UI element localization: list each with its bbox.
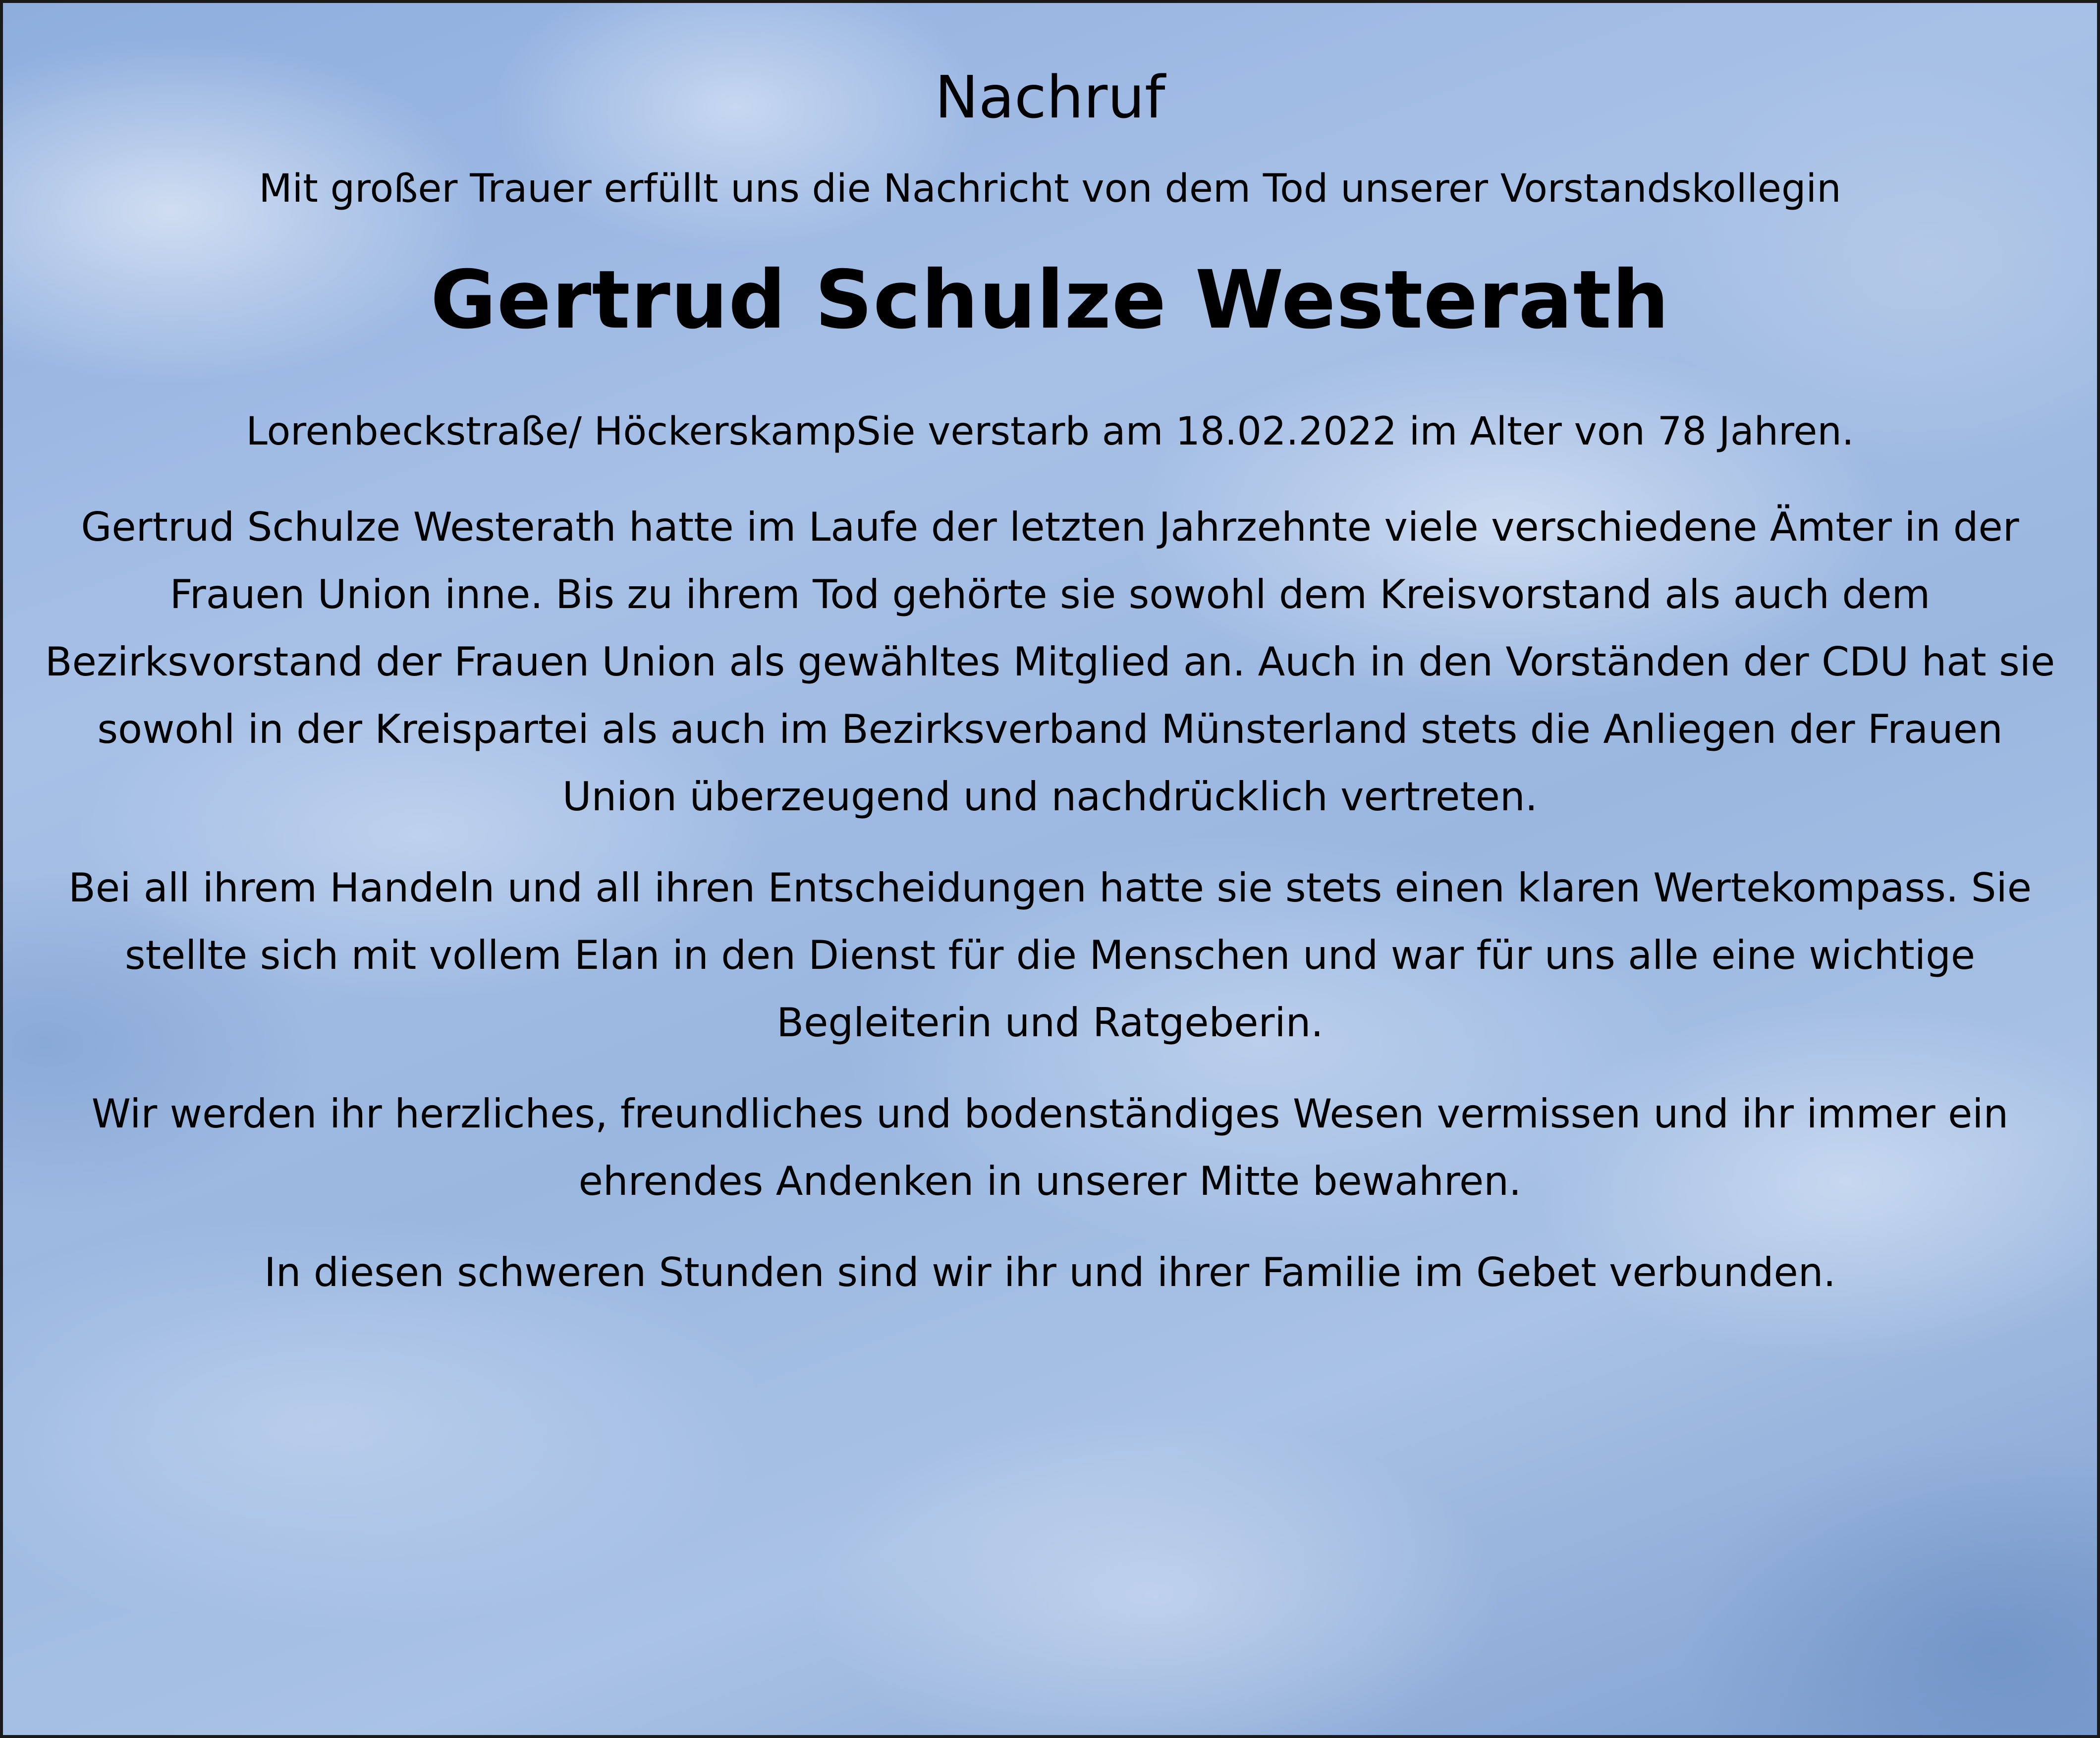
notice-heading: Nachruf (935, 63, 1165, 131)
paragraph-prayer: In diesen schweren Stunden sind wir ihr und ihrer Familie im Gebet verbunden. (264, 1249, 1836, 1295)
intro-text: Mit großer Trauer erfüllt uns die Nachricht von dem Tod unserer Vorstandskollegin (259, 167, 1841, 211)
paragraph-offices: Gertrud Schulze Westerath hatte im Laufe der letzten Jahrzehnte viele verschiedene Ämter in der Frauen Union inne. Bis zu ihrem Tod gehörte sie sowohl dem Kreisvorstand als auch dem Bezirksvorstand der Frauen Union als gewähltes Mitglied an. Auch in den Vorständen der CDU hat sie sowohl in der Kreispartei als auch im Bezirksverband Münsterland stets die Anliegen der Frauen Union überzeugend und nachdrücklich vertreten. (45, 504, 2055, 820)
notice-content (33, 57, 2067, 1330)
paragraph-remembrance: Wir werden ihr herzliches, freundliches und bodenständiges Wesen vermissen und ihr immer ein ehrendes Andenken in unserer Mitte bewahren. (91, 1091, 2009, 1204)
deceased-name: Gertrud Schulze Westerath (430, 254, 1670, 347)
paragraph-values: Bei all ihrem Handeln und all ihren Entscheidungen hatte sie stets einen klaren Wertekompass. Sie stellte sich mit vollem Elan in den Dienst für die Menschen und war für uns alle eine wichtige Begleiterin und Ratgeberin. (68, 865, 2032, 1046)
death-date-line: Lorenbeckstraße/ HöckerskampSie verstarb am 18.02.2022 im Alter von 78 Jahren. (246, 409, 1854, 454)
